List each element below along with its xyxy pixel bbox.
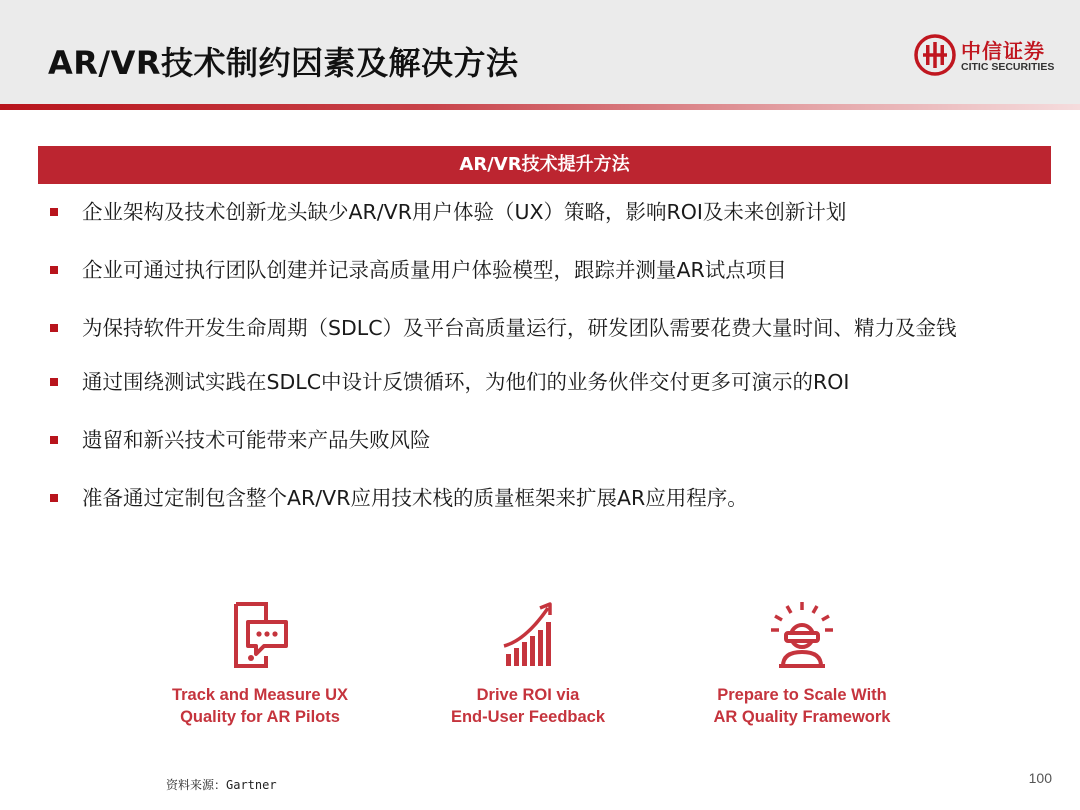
feature-label-line: Drive ROI via — [476, 686, 580, 704]
feature-label — [388, 684, 668, 728]
bullet-list — [48, 197, 1048, 541]
source-note: 资料来源：Gartner — [166, 778, 277, 792]
bullet-marker-icon — [50, 324, 58, 332]
brand-name-cn: 中信证券 — [961, 39, 1045, 63]
bullet-marker-icon — [50, 494, 58, 502]
bullet-text: 遗留和新兴技术可能带来产品失败风险 — [82, 428, 431, 452]
bullet-text: 企业可通过执行团队创建并记录高质量用户体验模型，跟踪并测量AR试点项目 — [82, 258, 787, 282]
headset-user-icon — [767, 600, 837, 670]
brand-logo — [914, 34, 1064, 78]
bullet-marker-icon — [50, 436, 58, 444]
list-item — [48, 425, 1048, 455]
section-heading: AR/VR技术提升方法 — [38, 146, 1051, 184]
list-item — [48, 197, 1048, 227]
bullet-text: 通过围绕测试实践在SDLC中设计反馈循环，为他们的业务伙伴交付更多可演示的ROI — [82, 370, 850, 394]
citic-logo-icon — [914, 34, 956, 76]
feature-label-line: End-User Feedback — [450, 708, 606, 726]
bullet-marker-icon — [50, 266, 58, 274]
header-divider — [0, 104, 1080, 110]
feature-label-line: Track and Measure UX — [171, 686, 349, 704]
list-item — [48, 483, 1048, 513]
page-number: 100 — [1028, 770, 1052, 786]
bullet-text: 企业架构及技术创新龙头缺少AR/VR用户体验（UX）策略，影响ROI及未来创新计划 — [82, 200, 847, 224]
feature-label-line: Quality for AR Pilots — [180, 708, 340, 726]
feature-scale-framework — [662, 600, 942, 728]
list-item — [48, 367, 1048, 397]
mobile-chat-icon — [228, 600, 292, 670]
feature-row — [120, 600, 940, 750]
bullet-text: 准备通过定制包含整个AR/VR应用技术栈的质量框架来扩展AR应用程序。 — [82, 486, 748, 510]
feature-label — [120, 684, 400, 728]
feature-drive-roi — [388, 600, 668, 728]
list-item — [48, 255, 1048, 285]
growth-chart-icon — [496, 600, 560, 670]
feature-track-ux — [120, 600, 400, 728]
bullet-marker-icon — [50, 378, 58, 386]
page-title: AR/VR技术制约因素及解决方法 — [48, 44, 519, 82]
feature-label-line: AR Quality Framework — [713, 708, 891, 726]
list-item — [48, 313, 1048, 343]
feature-label — [662, 684, 942, 728]
feature-label-line: Prepare to Scale With — [717, 686, 887, 704]
header — [0, 0, 1080, 104]
bullet-marker-icon — [50, 208, 58, 216]
brand-name-en: CITIC SECURITIES — [961, 61, 1055, 73]
bullet-text: 为保持软件开发生命周期（SDLC）及平台高质量运行，研发团队需要花费大量时间、精力及金钱 — [82, 316, 957, 340]
